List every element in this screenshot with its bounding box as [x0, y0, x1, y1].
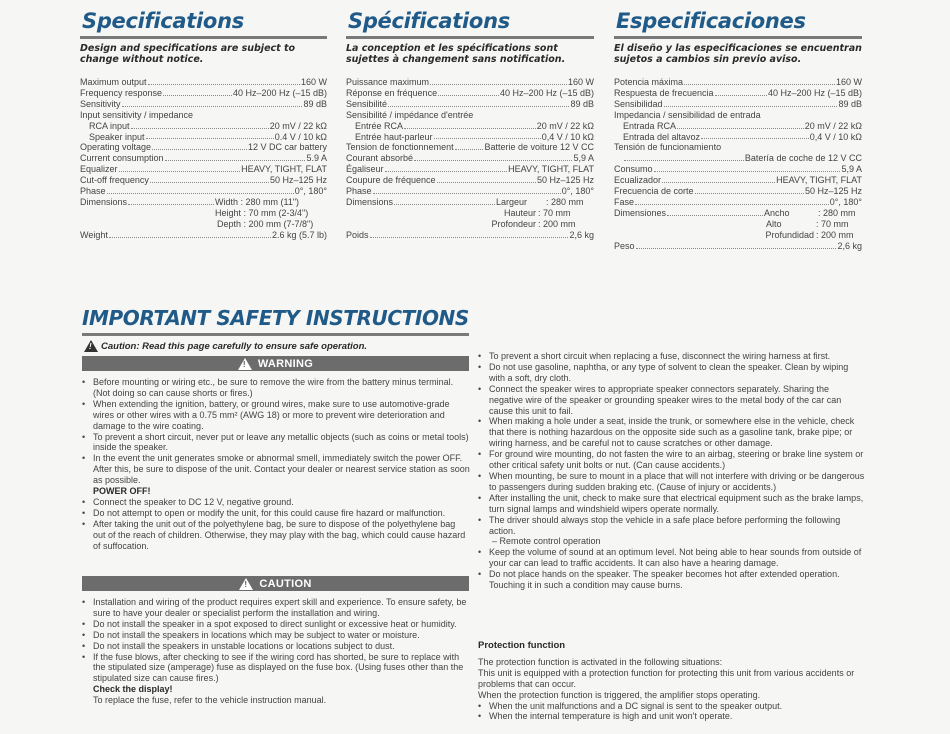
spec-row: Égaliseur HEAVY, TIGHT, FLAT [346, 164, 594, 175]
spec-row: Current consumption 5.9 A [80, 153, 327, 164]
spec-row: Sensibilidad 89 dB [614, 98, 862, 109]
list-item: • If the fuse blows, after checking to see if the wiring cord has shorted, be sure to replace with the stipulated size (amperage) fuse as displayed on the fuse box. (Using fuses other than the stipulated size can cause fires.) [82, 652, 470, 685]
spec-column-es [614, 8, 862, 252]
spec-list-es [614, 77, 862, 252]
list-item: • When making a hole under a seat, inside the trunk, or somewhere else in the vehicle, check that there is nothing hazardous on the opposite side such as a gasoline tank, brake pipe; or wiring harness, and be careful not to cause scratches or other damage. [478, 416, 865, 449]
protection-section [478, 641, 868, 722]
spec-list-en [80, 77, 327, 241]
spec-row: Réponse en fréquence 40 Hz–200 Hz (–15 dB) [346, 87, 594, 98]
spec-note-fr: La conception et les spécifications sont sujettes à changement sans notification. [346, 43, 566, 65]
protection-p2: This unit is equipped with a protection function for protecting this unit from various accidents or problems that can occur. [478, 667, 855, 689]
list-item: • When mounting, be sure to mount in a place that will not interfere with driving or be dangerous to passengers during sudden braking etc. (Cause of injury or accidents.) [478, 471, 865, 493]
spec-row: Sensitivity 89 dB [80, 98, 327, 109]
dim-height: Hauteur : 70 mm [503, 207, 571, 218]
list-item: • Connect the speaker to DC 12 V, negative ground. [82, 497, 470, 508]
spec-row: Entrée haut-parleur 0,4 V / 10 kΩ [355, 131, 594, 142]
spec-row: Fase 0°, 180° [614, 196, 862, 207]
protection-p1: The protection function is activated in the following situations: [478, 656, 723, 667]
spec-note-en: Design and specifications are subject to change without notice. [80, 43, 296, 65]
caution-list [82, 597, 470, 706]
spec-row: RCA input 20 mV / 22 kΩ [89, 120, 327, 131]
protection-title: Protection function [478, 640, 566, 651]
spec-row: Respuesta de frecuencia 40 Hz–200 Hz (–15 dB) [614, 87, 862, 98]
warning-list [82, 377, 470, 552]
warning-label: WARNING [257, 357, 314, 370]
spec-note-es: El diseño y las especificaciones se encuentran sujetos a cambios sin previo aviso. [614, 43, 862, 65]
list-item: • After installing the unit, check to make sure that electrical equipment such as the brake lamps, turn signal lamps and windshield wipers operate normally. [478, 493, 865, 515]
spec-row: Phase 0°, 180° [346, 186, 594, 197]
spec-row: Puissance maximum 160 W [346, 77, 594, 87]
list-item: • The driver should always stop the vehicle in a safe place before performing the following action. [478, 515, 865, 537]
list-item: • Do not install the speakers in locations which may be subject to water or moisture. [82, 630, 470, 641]
spec-row: Phase 0°, 180° [80, 186, 327, 197]
list-item: • Installation and wiring of the product requires expert skill and experience. To ensure safety, be sure to have your dealer or specialist perform the installation and wiring. [82, 597, 470, 619]
title-rule [346, 36, 594, 39]
spec-row: Entrée RCA 20 mV / 22 kΩ [355, 120, 594, 131]
spec-row: Speaker input 0.4 V / 10 kΩ [89, 131, 327, 142]
list-item: • To prevent a short circuit, never put or leave any metallic objects (such as coins or metal tools) inside the speaker. [82, 432, 470, 454]
spec-title-es: Especificaciones [616, 9, 806, 33]
remote-control-text: – Remote control operation [492, 536, 601, 547]
list-item: • When extending the ignition, battery, or ground wires, make sure to use automotive-grade wires or other wires with a 0.75 mm² (AWG 18) or more to prevent wire deterioration and damage to the wire coating. [82, 399, 470, 432]
spec-row: Sensibilité / impédance d'entrée [346, 109, 474, 120]
list-item: • After taking the unit out of the polyethylene bag, be sure to dispose of the polyethylene bag out of the reach of children. Otherwise, they may play with the bag, which could cause hazard of suffocation. [82, 519, 470, 552]
list-item: • Connect the speaker wires to appropriate speaker connectors separately. Sharing the negative wire of the speaker or grounding speaker wires to the metal body of the car can cause this unit to fail. [478, 384, 865, 417]
spec-row-dimensions: Dimensiones Ancho : 280 mm [614, 207, 856, 218]
spec-row-dimensions: Dimensions Largeur : 280 mm [346, 196, 584, 207]
list-item: • When the unit malfunctions and a DC signal is sent to the speaker output. [478, 701, 868, 712]
warning-triangle-icon: ! [238, 358, 252, 370]
spec-row: Operating voltage 12 V DC car battery [80, 142, 327, 153]
power-off-text: POWER OFF! [93, 486, 151, 497]
spec-column-en [80, 8, 327, 241]
spec-row: Consumo 5,9 A [614, 164, 862, 175]
spec-row: Cut-off frequency 50 Hz–125 Hz [80, 175, 327, 186]
dim-depth: Profondeur : 200 mm [491, 218, 576, 229]
safety-list-right [478, 351, 865, 591]
spec-row: Batería de coche de 12 V CC [614, 153, 862, 164]
spec-row: Input sensitivity / impedance [80, 109, 194, 120]
dim-height: Alto : 70 mm [766, 218, 849, 229]
spec-row: Sensibilité 89 dB [346, 98, 594, 109]
spec-list-fr [346, 77, 594, 241]
dim-depth: Profundidad : 200 mm [765, 229, 854, 240]
spec-row-dimensions: Dimensions Width : 280 mm (11") [80, 196, 300, 207]
spec-row: Courant absorbé 5,9 A [346, 153, 594, 164]
spec-row: Entrada del altavoz 0,4 V / 10 kΩ [623, 131, 862, 142]
caution-read-text: Caution: Read this page carefully to ensure safe operation. [101, 340, 368, 352]
list-item: • For ground wire mounting, do not fasten the wire to an airbag, steering or brake line system or other critical safety unit bolts or nut. (Can cause accidents.) [478, 449, 865, 471]
protection-p3: When the protection function is triggered, the amplifier stops operating. [478, 689, 761, 700]
warning-triangle-icon: ! [239, 578, 253, 590]
spec-row: Tension de fonctionnement Batterie de voiture 12 V CC [346, 142, 594, 153]
caution-label: CAUTION [259, 577, 312, 590]
list-item: • Do not use gasoline, naphtha, or any type of solvent to clean the speaker. Clean by wiping with a soft, dry cloth. [478, 362, 865, 384]
spec-row: Impedancia / sensibilidad de entrada [614, 109, 761, 120]
list-item: • In the event the unit generates smoke or abnormal smell, immediately switch the power OFF. After this, be sure to dispose of the unit. Contact your dealer or nearest service station as soon as possible. [82, 453, 470, 486]
caution-read-line [84, 340, 367, 352]
title-rule [80, 36, 327, 39]
title-rule [82, 333, 469, 336]
spec-row: Frecuencia de corte 50 Hz–125 Hz [614, 186, 862, 197]
list-item: • Do not place hands on the speaker. The speaker becomes hot after extended operation. Touching it in such a condition may cause burns. [478, 569, 865, 591]
spec-row: Frequency response 40 Hz–200 Hz (–15 dB) [80, 87, 327, 98]
warning-triangle-icon: ! [84, 340, 98, 352]
spec-row: Entrada RCA 20 mV / 22 kΩ [623, 120, 862, 131]
caution-banner [82, 576, 469, 591]
spec-title-fr: Spécifications [348, 9, 510, 33]
spec-title-en: Specifications [82, 9, 244, 33]
spec-row: Equalizer HEAVY, TIGHT, FLAT [80, 164, 327, 175]
check-display-text: Check the display! [93, 684, 173, 695]
spec-row: Potencia máxima 160 W [614, 77, 862, 87]
list-item: • Do not attempt to open or modify the unit, for this could cause fire hazard or malfunction. [82, 508, 470, 519]
spec-row-weight: Peso 2,6 kg [614, 240, 862, 251]
spec-row-weight: Weight 2.6 kg (5.7 lb) [80, 229, 327, 240]
list-item: • Keep the volume of sound at an optimum level. Not being able to hear sounds from outside of your car can lead to traffic accidents. It can also have a hearing damage. [478, 547, 865, 569]
warning-banner [82, 356, 469, 371]
list-item: • Do not install the speaker in a spot exposed to direct sunlight or excessive heat or humidity. [82, 619, 470, 630]
safety-title: IMPORTANT SAFETY INSTRUCTIONS [82, 306, 469, 330]
spec-column-fr [346, 8, 594, 241]
spec-row: Tensión de funcionamiento [614, 142, 722, 153]
fuse-note: To replace the fuse, refer to the vehicle instruction manual. [93, 695, 327, 706]
spec-row-weight: Poids 2,6 kg [346, 229, 594, 240]
list-item: • Before mounting or wiring etc., be sure to remove the wire from the battery minus terminal. (Not doing so can cause shorts or fires.) [82, 377, 470, 399]
spec-row: Maximum output 160 W [80, 77, 327, 87]
list-item: • When the internal temperature is high and unit won't operate. [478, 711, 868, 722]
title-rule [614, 36, 862, 39]
spec-row: Coupure de fréquence 50 Hz–125 Hz [346, 175, 594, 186]
dim-height: Height : 70 mm (2-3/4") [215, 207, 309, 218]
spec-row: Ecualizador HEAVY, TIGHT, FLAT [614, 175, 862, 186]
list-item: • Do not install the speakers in unstable locations or locations subject to dust. [82, 641, 470, 652]
dim-depth: Depth : 200 mm (7-7/8") [217, 218, 314, 229]
list-item: • To prevent a short circuit when replacing a fuse, disconnect the wiring harness at first. [478, 351, 865, 362]
